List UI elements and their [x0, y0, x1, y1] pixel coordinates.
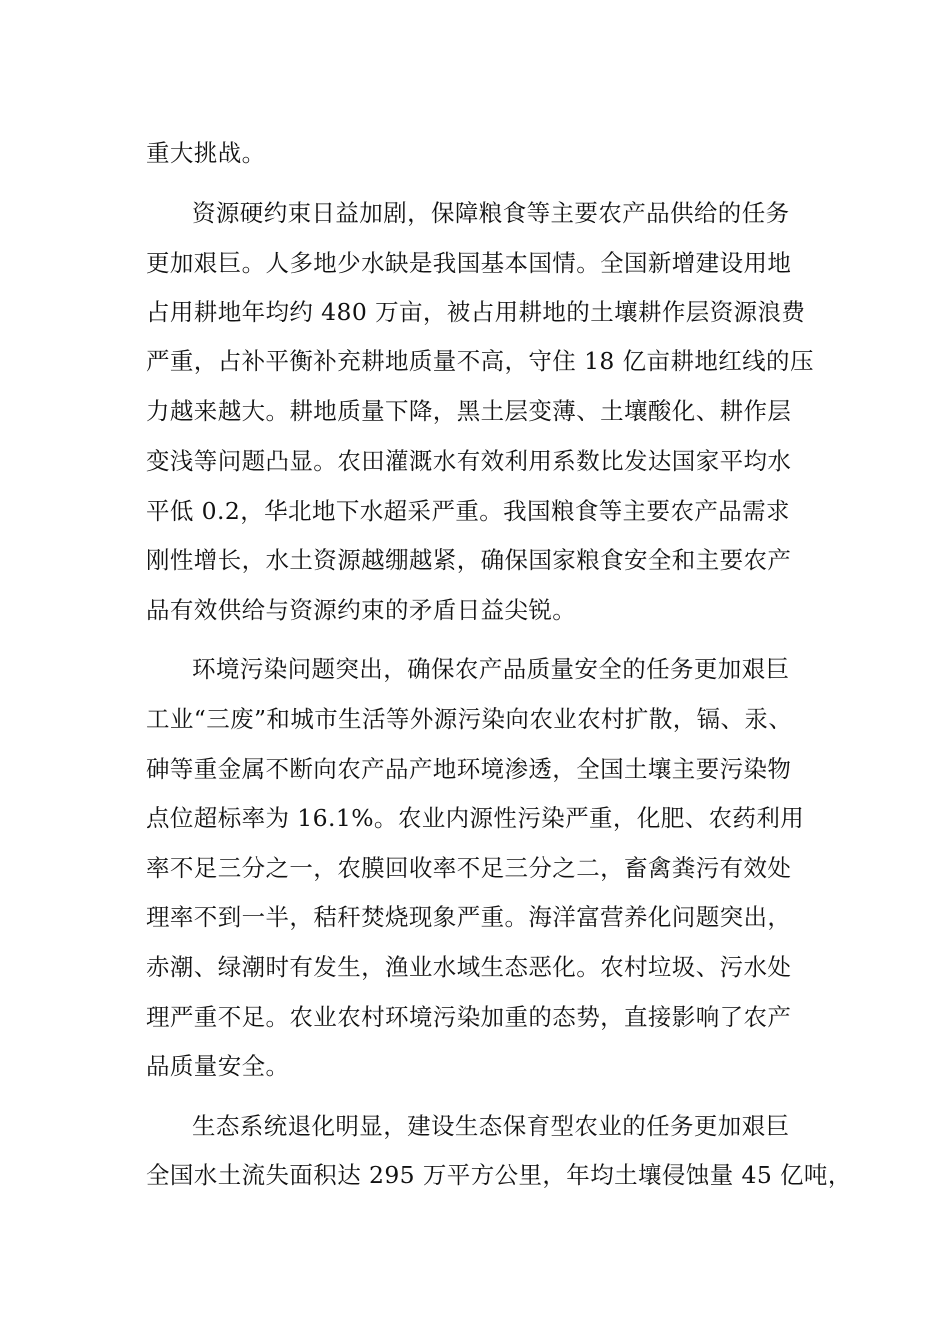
text-line: 全国水土流失面积达 295 万平方公里，年均土壤侵蚀量 45 亿吨，: [146, 1161, 852, 1189]
text-line: 砷等重金属不断向农产品产地环境渗透，全国土壤主要污染物: [146, 755, 792, 783]
text-line: 率不足三分之一，农膜回收率不足三分之二，畜禽粪污有效处: [146, 854, 792, 882]
paragraph-first-line: 环境污染问题突出，确保农产品质量安全的任务更加艰巨: [192, 655, 790, 683]
text-line: 重大挑战。: [146, 139, 266, 167]
text-line: 理严重不足。农业农村环境污染加重的态势，直接影响了农产: [146, 1003, 792, 1031]
text-line: 严重，占补平衡补充耕地质量不高，守住 18 亿亩耕地红线的压: [146, 347, 814, 375]
paragraph-first-line: 资源硬约束日益加剧，保障粮食等主要农产品供给的任务: [192, 199, 790, 227]
text-line: 赤潮、绿潮时有发生，渔业水域生态恶化。农村垃圾、污水处: [146, 953, 792, 981]
text-line: 刚性增长，水土资源越绷越紧，确保国家粮食安全和主要农产: [146, 546, 792, 574]
text-line: 占用耕地年均约 480 万亩，被占用耕地的土壤耕作层资源浪费: [146, 298, 806, 326]
text-line: 品质量安全。: [146, 1052, 290, 1080]
text-line: 品有效供给与资源约束的矛盾日益尖锐。: [146, 596, 577, 624]
text-line: 变浅等问题凸显。农田灌溉水有效利用系数比发达国家平均水: [146, 447, 792, 475]
text-line: 点位超标率为 16.1%。农业内源性污染严重，化肥、农药利用: [146, 804, 805, 832]
text-line: 力越来越大。耕地质量下降，黑土层变薄、土壤酸化、耕作层: [146, 397, 792, 425]
text-line: 平低 0.2，华北地下水超采严重。我国粮食等主要农产品需求: [146, 497, 790, 525]
text-line: 工业“三废”和城市生活等外源污染向农业农村扩散，镉、汞、: [146, 705, 793, 733]
text-line: 更加艰巨。人多地少水缺是我国基本国情。全国新增建设用地: [146, 249, 792, 277]
text-line: 理率不到一半，秸秆焚烧现象严重。海洋富营养化问题突出，: [146, 903, 792, 931]
paragraph-first-line: 生态系统退化明显，建设生态保育型农业的任务更加艰巨: [192, 1112, 790, 1140]
